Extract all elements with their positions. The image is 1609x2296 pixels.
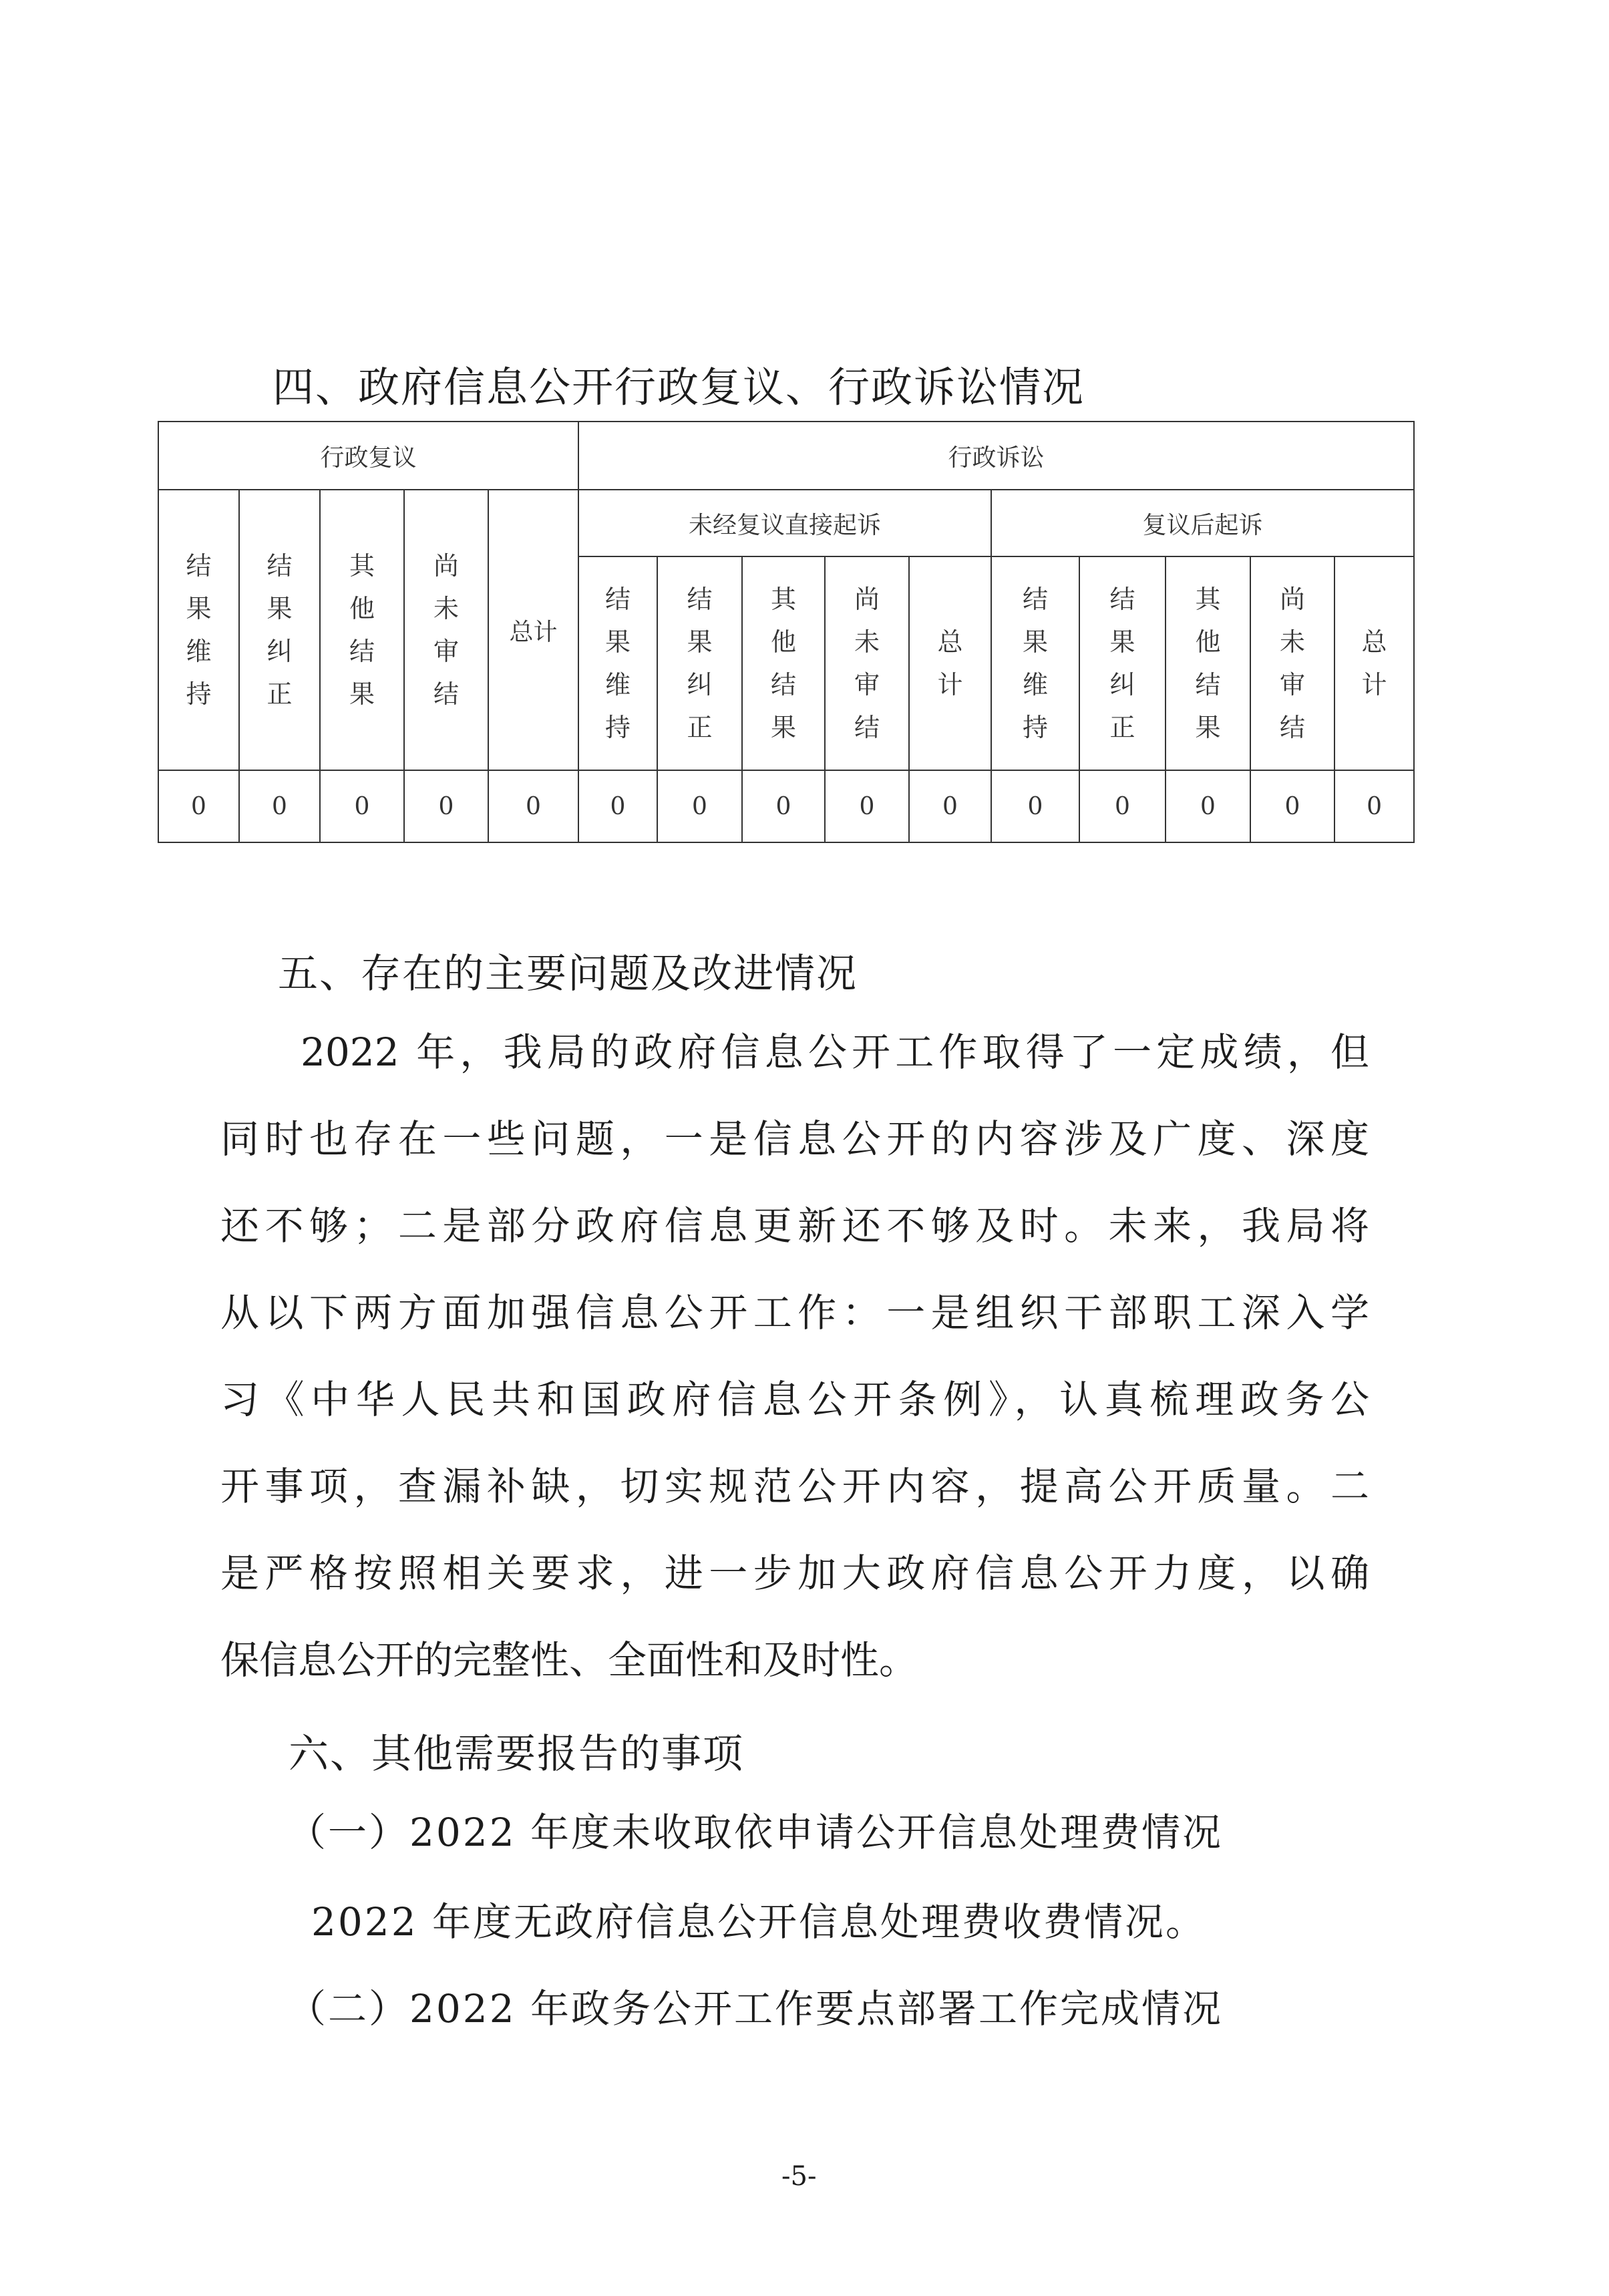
litigation-header: 行政诉讼 [578,422,1414,490]
section5-paragraph [220,1009,1369,1703]
value-cell: 0 [239,770,320,842]
value-cell: 0 [742,770,825,842]
value-cell: 0 [657,770,742,842]
section6-item1: （一）2022 年度未收取依申请公开信息处理费情况 [287,1810,1224,1855]
paragraph-line: 是严格按照相关要求，进一步加大政府信息公开力度，以确 [220,1550,1369,1596]
col-header: 结果纠正 [239,490,320,770]
paragraph-line: 同时也存在一些问题，一是信息公开的内容涉及广度、深度 [220,1116,1369,1162]
col-header: 结果纠正 [657,556,742,770]
section5-title: 五、存在的主要问题及改进情况 [278,951,858,997]
paragraph-line: 开事项，查漏补缺，切实规范公开内容，提高公开质量。二 [220,1464,1369,1509]
col-header: 结果纠正 [1079,556,1166,770]
value-cell: 0 [404,770,488,842]
value-cell: 0 [578,770,657,842]
col-header: 结果维持 [158,490,239,770]
review-litigation-table [158,421,1415,843]
col-header-total: 总计 [909,556,991,770]
section6-item2: （二）2022 年政务公开工作要点部署工作完成情况 [287,1986,1224,2031]
value-cell: 0 [320,770,404,842]
col-header: 结果维持 [578,556,657,770]
col-header-total: 总计 [1334,556,1414,770]
col-header: 尚未审结 [825,556,909,770]
section6-item1-text: 2022 年度无政府信息公开信息处理费收费情况。 [311,1899,1207,1945]
value-cell: 0 [488,770,578,842]
col-header: 其他结果 [320,490,404,770]
page-number: -5- [781,2161,817,2192]
value-cell: 0 [1079,770,1166,842]
value-cell: 0 [909,770,991,842]
section4-title: 四、政府信息公开行政复议、行政诉讼情况 [273,363,1085,412]
paragraph-line: 习《中华人民共和国政府信息公开条例》，认真梳理政务公 [220,1377,1369,1422]
direct-suit-header: 未经复议直接起诉 [578,490,991,556]
paragraph-line: 2022 年，我局的政府信息公开工作取得了一定成绩，但 [301,1029,1369,1075]
col-header: 其他结果 [742,556,825,770]
admin-review-header: 行政复议 [158,422,578,490]
col-header-total: 总计 [488,490,578,770]
paragraph-line: 从以下两方面加强信息公开工作：一是组织干部职工深入学 [220,1290,1369,1335]
after-review-header: 复议后起诉 [991,490,1414,556]
col-header: 尚未审结 [1250,556,1334,770]
value-cell: 0 [991,770,1079,842]
col-header: 结果维持 [991,556,1079,770]
value-cell: 0 [825,770,909,842]
value-cell: 0 [1334,770,1414,842]
paragraph-line: 还不够；二是部分政府信息更新还不够及时。未来，我局将 [220,1203,1369,1249]
value-cell: 0 [158,770,239,842]
paragraph-line: 保信息公开的完整性、全面性和及时性。 [220,1637,918,1683]
value-cell: 0 [1250,770,1334,842]
col-header: 其他结果 [1166,556,1250,770]
value-cell: 0 [1166,770,1250,842]
col-header: 尚未审结 [404,490,488,770]
section6-title: 六、其他需要报告的事项 [289,1731,744,1778]
